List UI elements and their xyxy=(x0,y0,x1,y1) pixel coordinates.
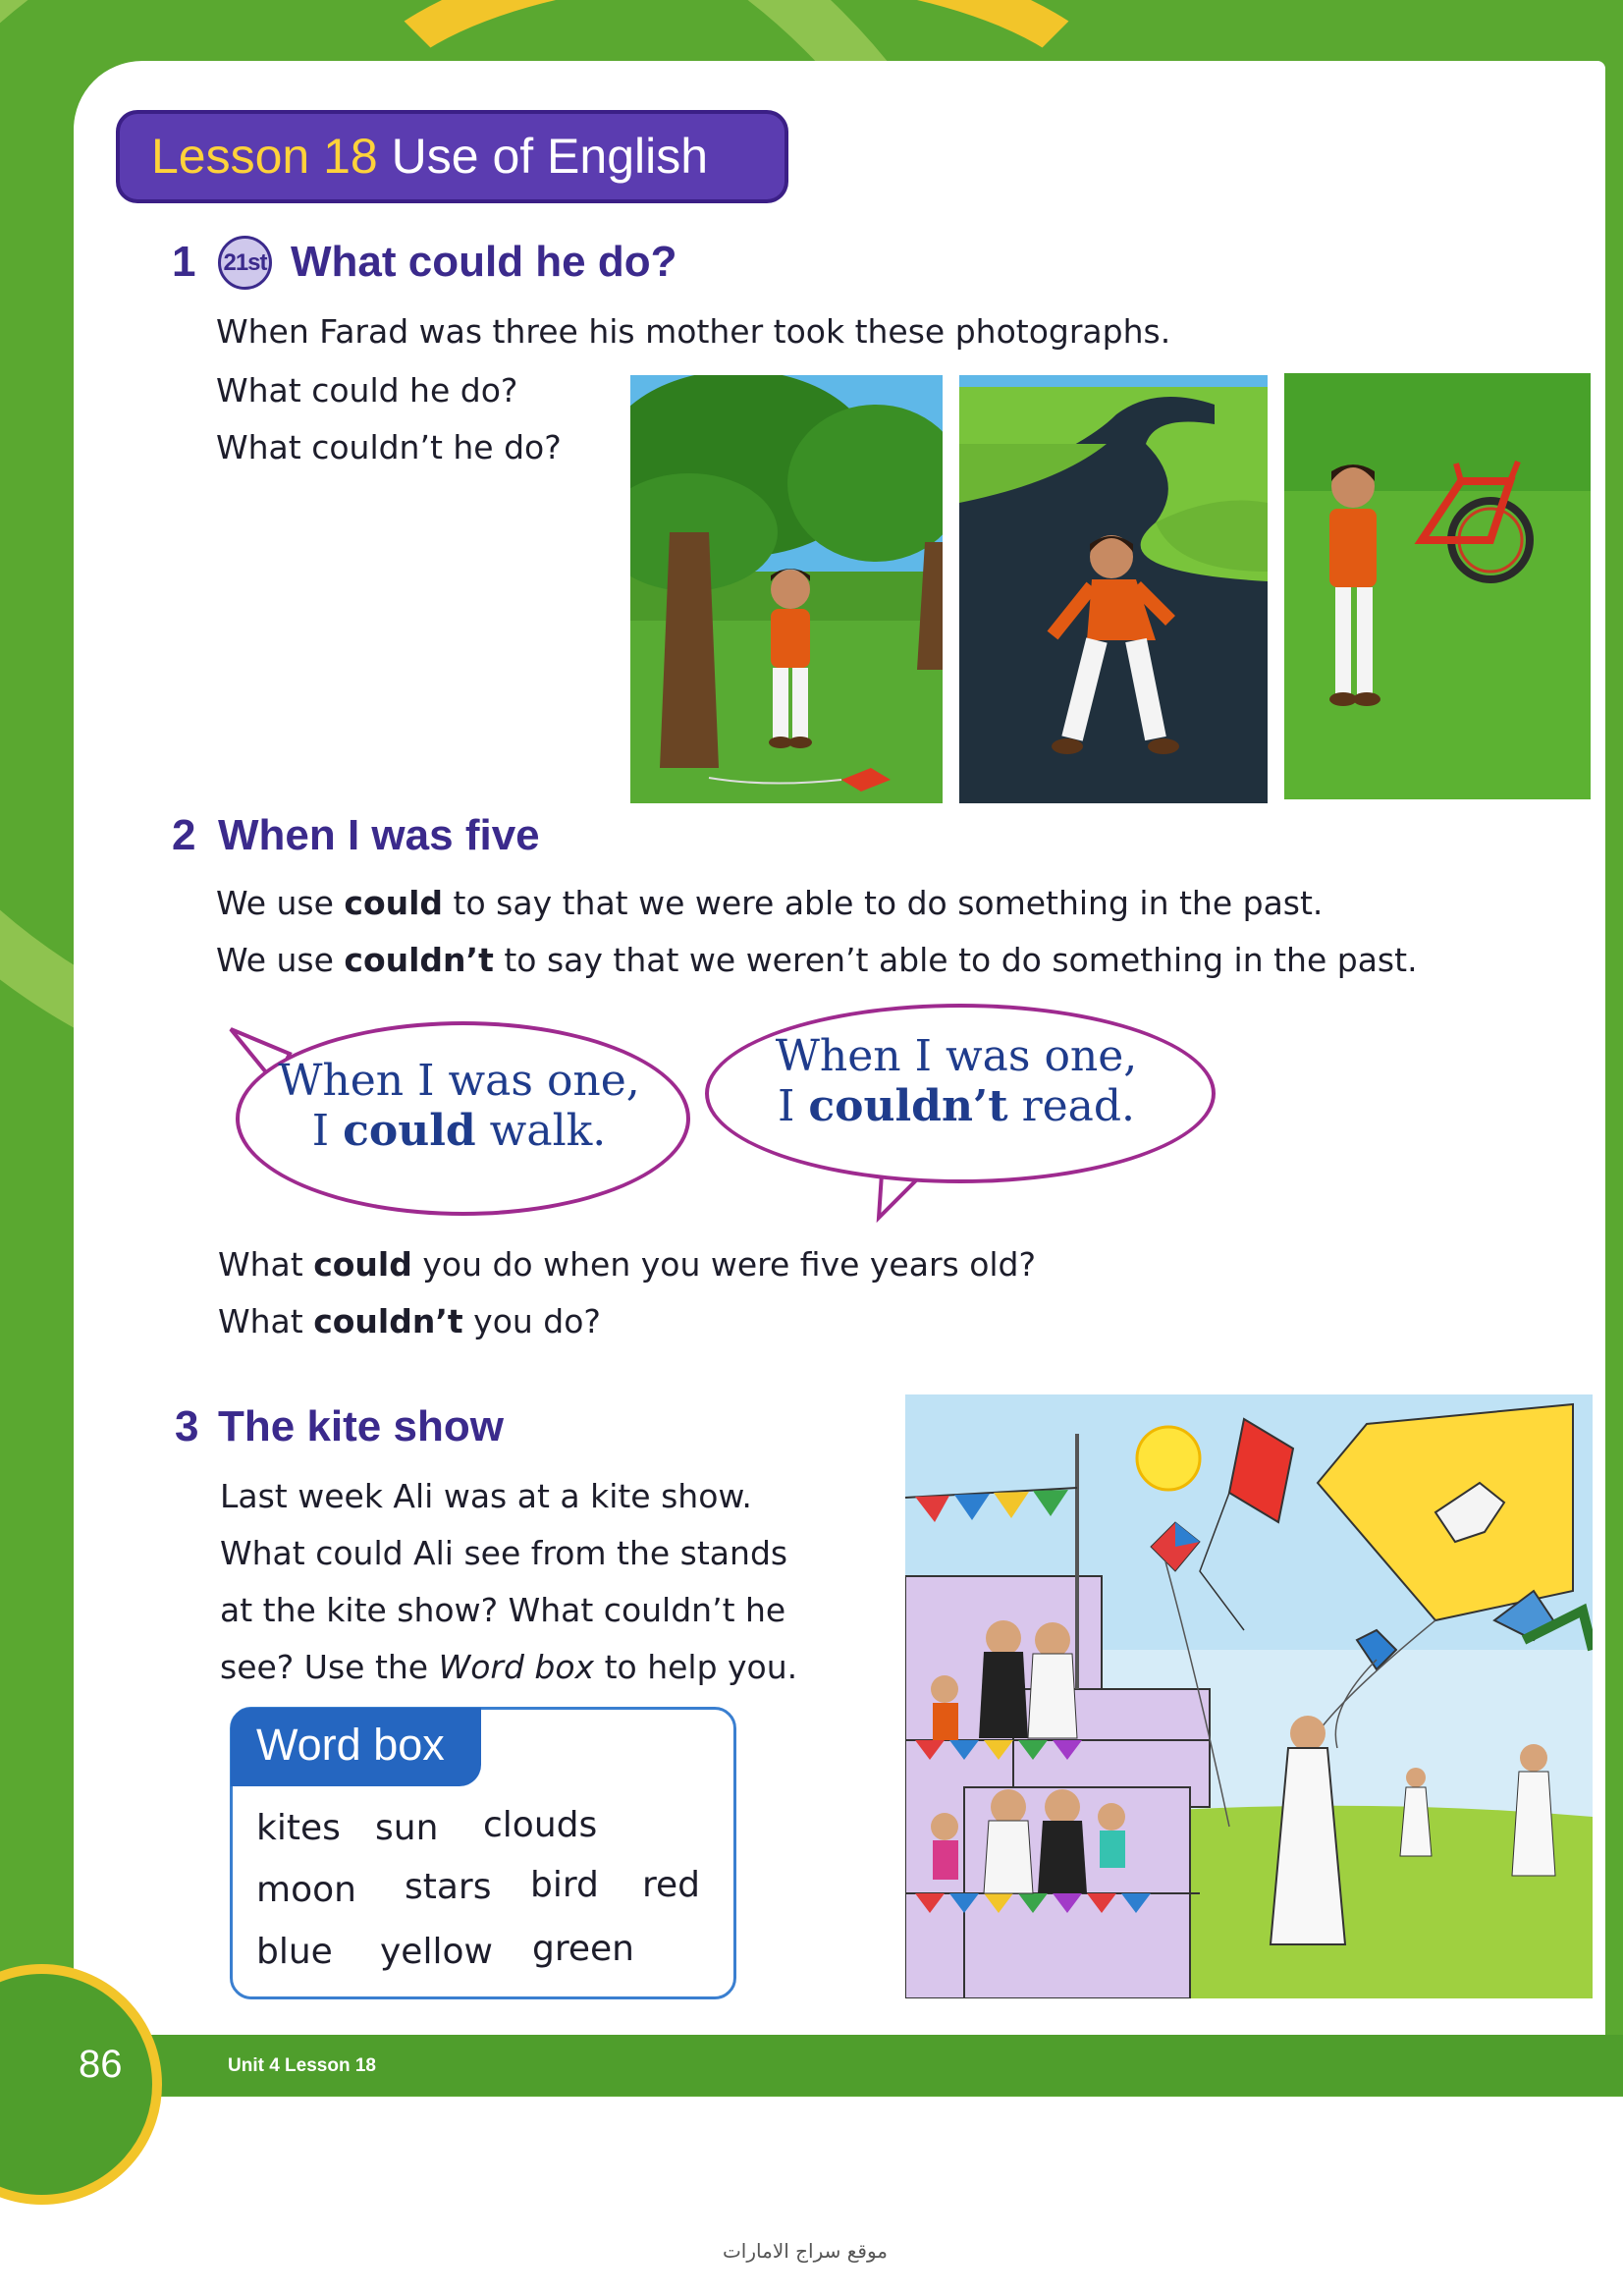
section-2-heading: When I was five xyxy=(218,811,540,859)
section-1-heading: What could he do? xyxy=(291,238,677,286)
word-blue: blue xyxy=(256,1932,333,1972)
word-stars: stars xyxy=(405,1867,492,1907)
site-credit: موقع سراج الامارات xyxy=(722,2239,889,2263)
lesson-subtitle: Use of English xyxy=(391,129,709,184)
section-2-rule-couldnt: We use couldn’t to say that we weren’t able to do something in the past. xyxy=(216,941,1418,979)
speech-bubble-couldnt-text: When I was one, I couldn’t read. xyxy=(775,1031,1138,1131)
kite-show-illustration xyxy=(905,1394,1593,1998)
section-3-line-4: see? Use the Word box to help you. xyxy=(220,1648,798,1686)
section-3-line-2: What could Ali see from the stands xyxy=(220,1534,788,1572)
photo-boy-standing xyxy=(630,375,943,803)
section-3-heading: The kite show xyxy=(218,1402,504,1450)
word-box-tab xyxy=(231,1708,481,1786)
section-2-question-couldnt: What couldn’t you do? xyxy=(218,1302,601,1340)
lesson-banner xyxy=(116,110,788,203)
word-box xyxy=(230,1707,736,1999)
word-yellow: yellow xyxy=(380,1932,493,1972)
word-box-title: Word box xyxy=(256,1720,445,1770)
lesson-title xyxy=(151,128,708,185)
section-3-line-3: at the kite show? What couldn’t he xyxy=(220,1591,786,1629)
section-1-intro: When Farad was three his mother took these photographs. xyxy=(216,312,1171,351)
word-green: green xyxy=(532,1929,634,1969)
21st-century-badge-icon: 21st xyxy=(218,236,272,290)
word-kites: kites xyxy=(256,1808,341,1848)
word-clouds: clouds xyxy=(483,1805,598,1845)
section-1-number: 1 xyxy=(172,238,196,286)
photo-boy-bicycle xyxy=(1284,373,1591,799)
section-3-number: 3 xyxy=(175,1402,199,1450)
speech-bubble-could-text: When I was one, I could walk. xyxy=(278,1056,640,1156)
section-2-number: 2 xyxy=(172,811,196,859)
word-sun: sun xyxy=(375,1808,439,1848)
section-1-question-1: What could he do? xyxy=(216,371,518,410)
word-bird: bird xyxy=(530,1865,599,1905)
section-2-rule-could: We use could to say that we were able to do something in the past. xyxy=(216,884,1324,922)
section-3-line-1: Last week Ali was at a kite show. xyxy=(220,1477,752,1515)
page-number: 86 xyxy=(79,2043,123,2086)
footer-unit-label: Unit 4 Lesson 18 xyxy=(228,2055,376,2076)
photo-boy-walking xyxy=(959,375,1268,803)
word-moon: moon xyxy=(256,1870,356,1910)
lesson-number: Lesson 18 xyxy=(151,129,378,184)
section-2-question-could: What could you do when you were five years old? xyxy=(218,1245,1037,1284)
section-1-question-2: What couldn’t he do? xyxy=(216,428,562,466)
word-red: red xyxy=(642,1865,701,1905)
